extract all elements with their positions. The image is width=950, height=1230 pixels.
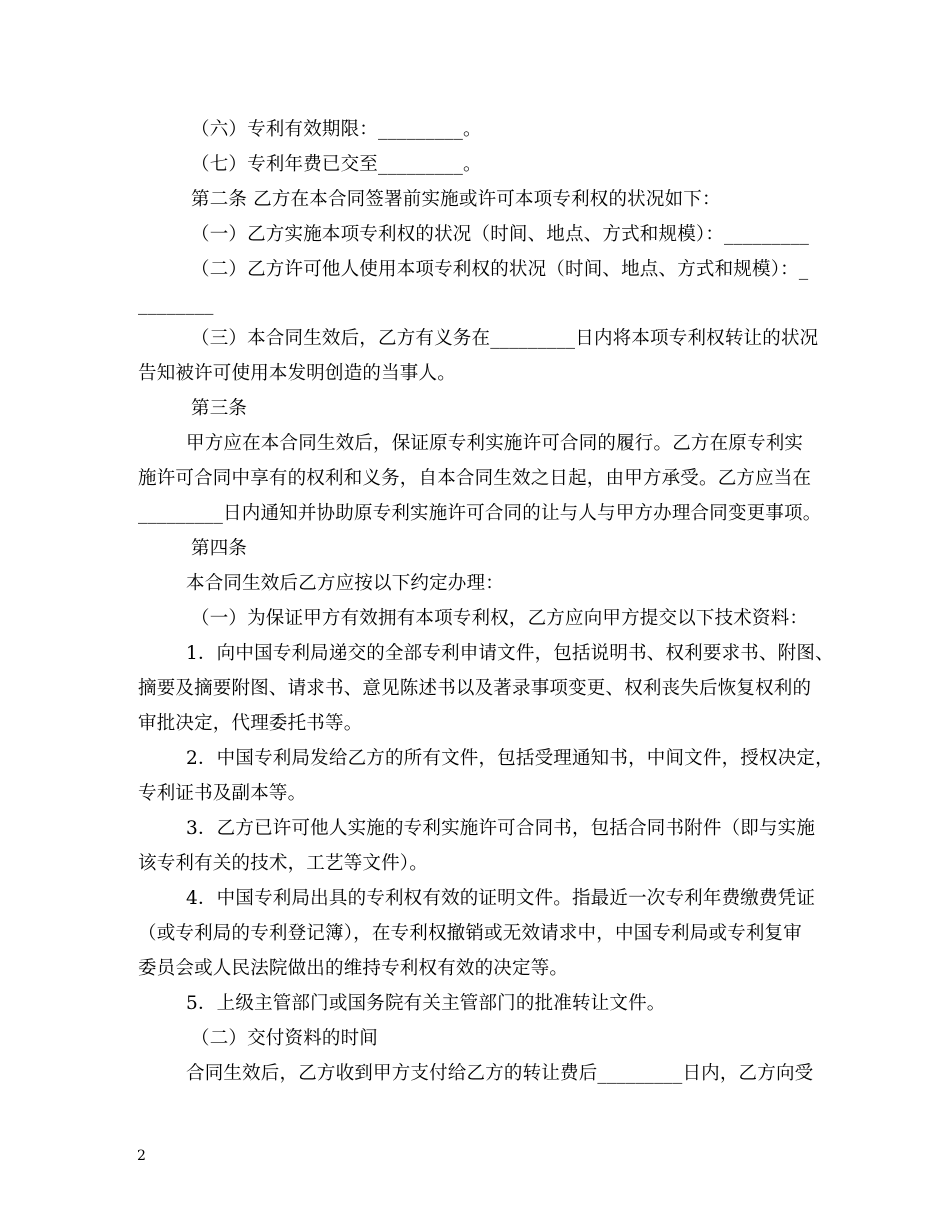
text-line: 合同生效后，乙方收到甲方支付给乙方的转让费后_________日内，乙方向受 xyxy=(186,1063,814,1084)
text-line: （七）专利年费已交至_________。 xyxy=(191,154,482,175)
text-line: （一）乙方实施本项专利权的状况（时间、地点、方式和规模）：_________ xyxy=(191,224,810,245)
text-line: 4．中国专利局出具的专利权有效的证明文件。指最近一次专利年费缴费凭证 xyxy=(186,888,816,909)
text-line: 委员会或人民法院做出的维持专利权有效的决定等。 xyxy=(138,958,569,979)
text-line: 甲方应在本合同生效后，保证原专利实施许可合同的履行。乙方在原专利实 xyxy=(186,433,804,454)
text-line: 本合同生效后乙方应按以下约定办理： xyxy=(186,573,504,594)
section-heading: 第四条 xyxy=(191,538,248,559)
text-line: 该专利有关的技术，工艺等文件）。 xyxy=(138,853,428,874)
text-line: 审批决定，代理委托书等。 xyxy=(138,713,363,734)
text-line: 施许可合同中享有的权利和义务，自本合同生效之日起，由甲方承受。乙方应当在 xyxy=(138,468,812,489)
text-line: （二）乙方许可他人使用本项专利权的状况（时间、地点、方式和规模）：_ xyxy=(191,259,809,280)
text-line: 专利证书及副本等。 xyxy=(138,783,307,804)
text-line: 第二条 乙方在本合同签署前实施或许可本项专利权的状况如下： xyxy=(191,189,721,210)
text-line: 3．乙方已许可他人实施的专利实施许可合同书，包括合同书附件（即与实施 xyxy=(186,818,816,839)
text-line: 摘要及摘要附图、请求书、意见陈述书以及著录事项变更、权利丧失后恢复权利的 xyxy=(138,678,812,699)
text-line: _________日内通知并协助原专利实施许可合同的让与人与甲方办理合同变更事项。 xyxy=(138,503,822,524)
text-line: 5．上级主管部门或国务院有关主管部门的批准转让文件。 xyxy=(186,993,666,1014)
text-line: 1．向中国专利局递交的全部专利申请文件，包括说明书、权利要求书、附图、 xyxy=(186,643,834,664)
text-line: 2．中国专利局发给乙方的所有文件，包括受理通知书，中间文件，授权决定， xyxy=(186,748,834,769)
text-line: 告知被许可使用本发明创造的当事人。 xyxy=(138,363,456,384)
text-line: （三）本合同生效后，乙方有义务在_________日内将本项专利权转让的状况 xyxy=(191,328,819,349)
text-line: （六）专利有效期限：_________。 xyxy=(191,119,482,140)
section-heading: 第三条 xyxy=(191,398,248,419)
text-line: （二）交付资料的时间 xyxy=(191,1028,379,1049)
text-line: ________ xyxy=(138,294,214,315)
text-line: （或专利局的专利登记簿），在专利权撤销或无效请求中，中国专利局或专利复审 xyxy=(138,923,802,944)
text-line: （一）为保证甲方有效拥有本项专利权，乙方应向甲方提交以下技术资料： xyxy=(191,608,809,629)
page-number: 2 xyxy=(137,1148,146,1164)
